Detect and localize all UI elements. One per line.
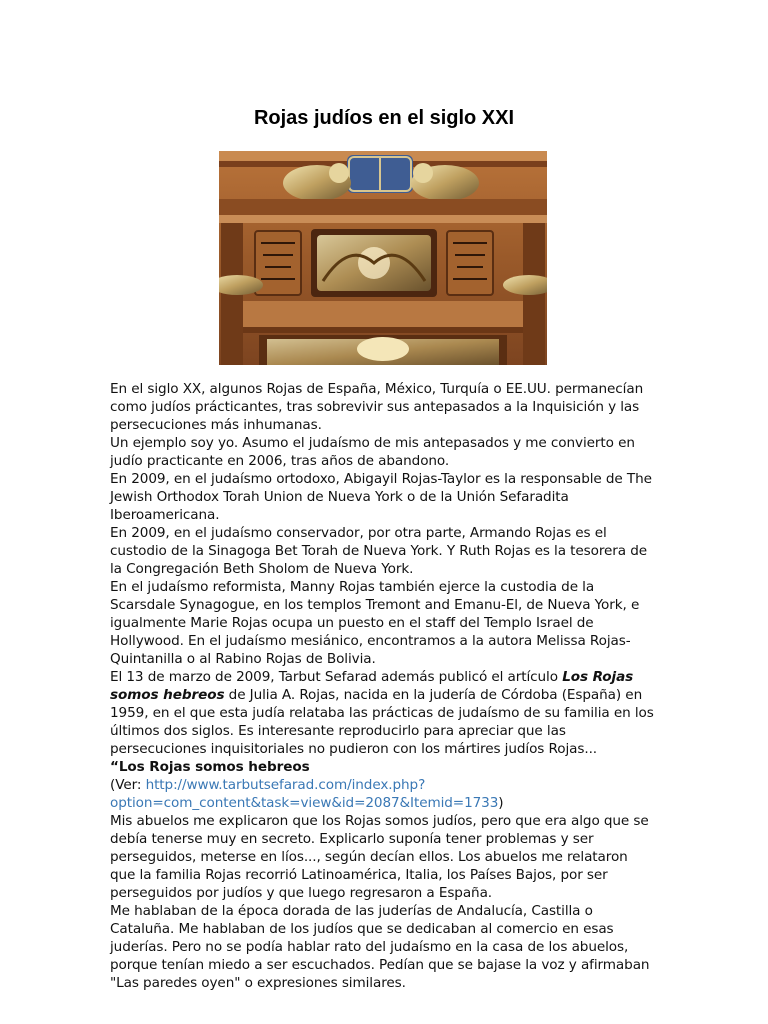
torah-ark-illustration: [219, 151, 547, 365]
torah-ark-photo: [219, 151, 547, 365]
paragraph-juderias: Me hablaban de la época dorada de las juderías de Andalucía, Castilla o Cataluña. Me hablaban de los judíos que se dedicaban al comercio en esas juderías. Pero no se podía hablar rato del judaísmo en la casa de los abuelos, porque tenían miedo a ser escuchados. Pedían que se bajase la voz y afirmaban "Las paredes oyen" o expresiones similares.: [110, 903, 650, 991]
paragraph-reformista: En el judaísmo reformista, Manny Rojas también ejerce la custodia de la Scarsdale Synagogue, en los templos Tremont and Emanu-El, de Nueva York, e igualmente Marie Rojas ocupa un puesto en el staff del Templo Israel de Hollywood. En el judaísmo mesiánico, encontramos a la autora Melissa Rojas-Quintanilla o al Rabino Rojas de Bolivia.: [110, 579, 640, 667]
paragraph-conservador: En 2009, en el judaísmo conservador, por otra parte, Armando Rojas es el custodio de la Sinagoga Bet Torah de Nueva York. Y Ruth Rojas es la tesorera de la Congregación Beth Sholom de Nueva York.: [110, 525, 648, 577]
source-link[interactable]: http://www.tarbutsefarad.com/index.php?option=com_content&task=view&id=2087&Itemid=1733: [110, 777, 499, 811]
ver-close: ): [498, 795, 504, 811]
ver-open: (Ver:: [110, 777, 146, 793]
quote-heading: “Los Rojas somos hebreos: [110, 759, 310, 775]
paragraph-abuelos: Mis abuelos me explicaron que los Rojas somos judíos, pero que era algo que se debía tenerse muy en secreto. Explicarlo suponía tener problemas y ser perseguidos, meterse en líos..., según decían ellos. Los abuelos me relataron que la familia Rojas recorrió Latinoamérica, Italia, los Países Bajos, por ser perseguidos por judíos y que luego regresaron a España.: [110, 813, 649, 901]
paragraph-ejemplo: Un ejemplo soy yo. Asumo el judaísmo de mis antepasados y me convierto en judío practicante en 2006, tras años de abandono.: [110, 435, 635, 469]
paragraph-ortodoxo: En 2009, en el judaísmo ortodoxo, Abigayil Rojas-Taylor es la responsable de The Jewish Orthodox Torah Union de Nueva York o de la Unión Sefaradita Iberoamericana.: [110, 471, 652, 523]
paragraph-siglo-xx: En el siglo XX, algunos Rojas de España, México, Turquía o EE.UU. permanecían como judíos prácticantes, tras sobrevivir sus antepasados a la Inquisición y las persecuciones más inhumanas.: [110, 381, 644, 433]
text-before-title: El 13 de marzo de 2009, Tarbut Sefarad además publicó el artículo: [110, 669, 563, 685]
text-after-title: de Julia A. Rojas, nacida en la judería de Córdoba (España) en 1959, en el que esta judía relataba las prácticas de judaísmo de su familia en los últimos dos siglos. Es interesante reproducirlo para apreciar que las persecuciones inquisitoriales no pudieron con los mártires judíos Rojas...: [110, 687, 654, 757]
paragraph-tarbut: [110, 668, 656, 758]
source-reference: [110, 776, 656, 812]
page-title: Rojas judíos en el siglo XXI: [253, 107, 515, 129]
article-title-inline: Los Rojas somos hebreos: [110, 669, 634, 703]
article-body: [110, 380, 656, 992]
